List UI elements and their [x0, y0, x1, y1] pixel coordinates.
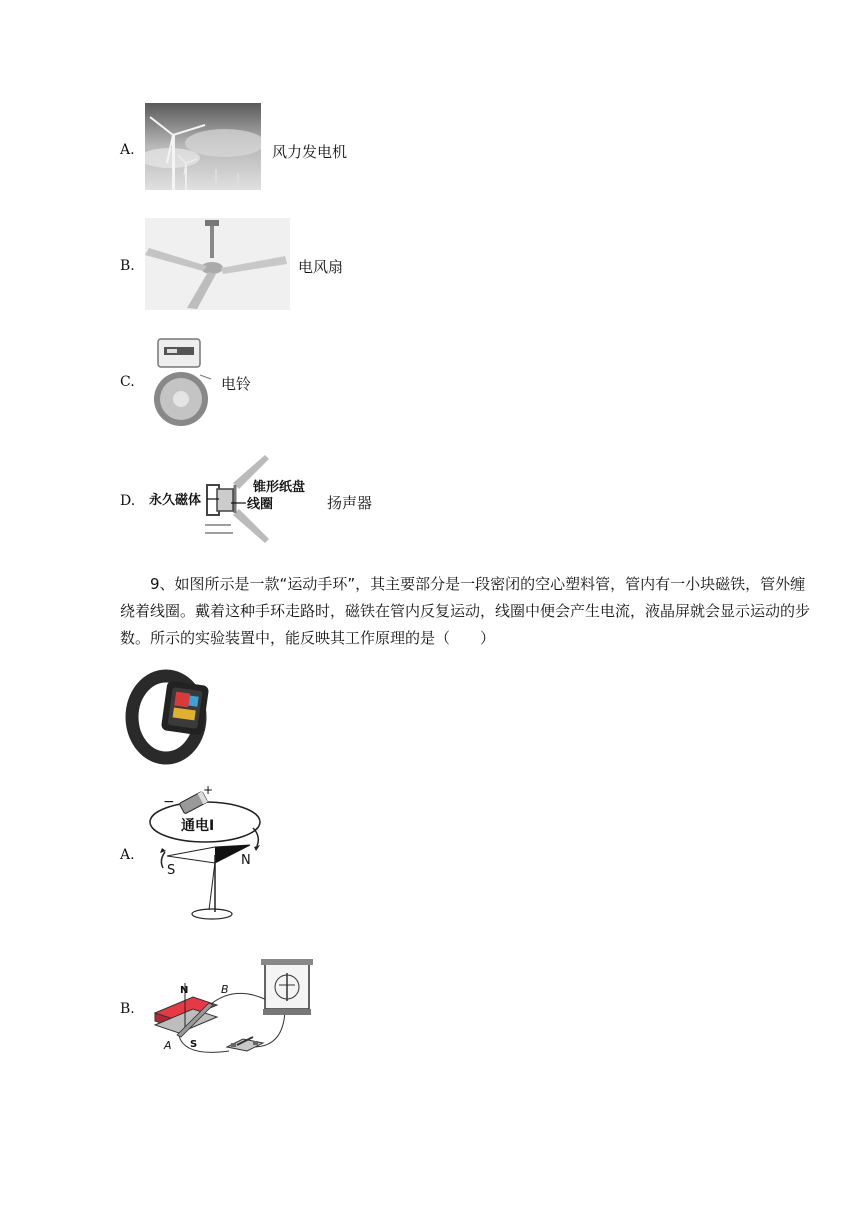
current-label: 通电I — [181, 818, 215, 834]
wind-turbine-image — [145, 103, 261, 190]
electromagnetic-induction-diagram — [145, 955, 315, 1067]
ceiling-fan-image — [145, 218, 290, 310]
b-north-label: N — [180, 985, 189, 996]
north-label: N — [241, 853, 251, 868]
option-a-letter: A. — [120, 142, 135, 158]
question-9-text: 9、如图所示是一款“运动手环”，其主要部分是一段密闭的空心塑料管，管内有一小块磁铁，管外缠绕着线圈。戴着这种手环走路时，磁铁在管内反复运动，线圈中便会产生电流，液晶屏就会显示运动的步数。所示的实验装置中，能反映其工作原理的是（ ） — [120, 575, 811, 647]
b-end-label: B — [221, 983, 229, 996]
option-b-caption: 电风扇 — [298, 258, 344, 276]
cone-label: 锥形纸盘 — [253, 480, 306, 495]
option-d-letter: D. — [120, 493, 136, 509]
loudspeaker-diagram — [145, 453, 320, 549]
q9-option-b-letter: B. — [120, 1001, 135, 1017]
option-d-caption: 扬声器 — [327, 494, 373, 512]
q9-option-a-letter: A. — [120, 847, 135, 863]
a-end-label: A — [164, 1039, 172, 1052]
option-c-caption: 电铃 — [221, 375, 252, 393]
minus-label: − — [163, 794, 175, 810]
option-b-letter: B. — [120, 258, 135, 274]
south-label: S — [167, 863, 176, 878]
coil-label: 线圈 — [247, 497, 274, 512]
oersted-experiment-diagram — [145, 782, 270, 922]
b-south-label: S — [190, 1039, 198, 1050]
fitness-band-image — [122, 665, 217, 767]
electric-bell-image — [145, 335, 213, 427]
plus-label: + — [203, 783, 214, 797]
magnet-label: 永久磁体 — [149, 493, 202, 508]
option-a-caption: 风力发电机 — [272, 143, 348, 161]
option-c-letter: C. — [120, 374, 135, 390]
